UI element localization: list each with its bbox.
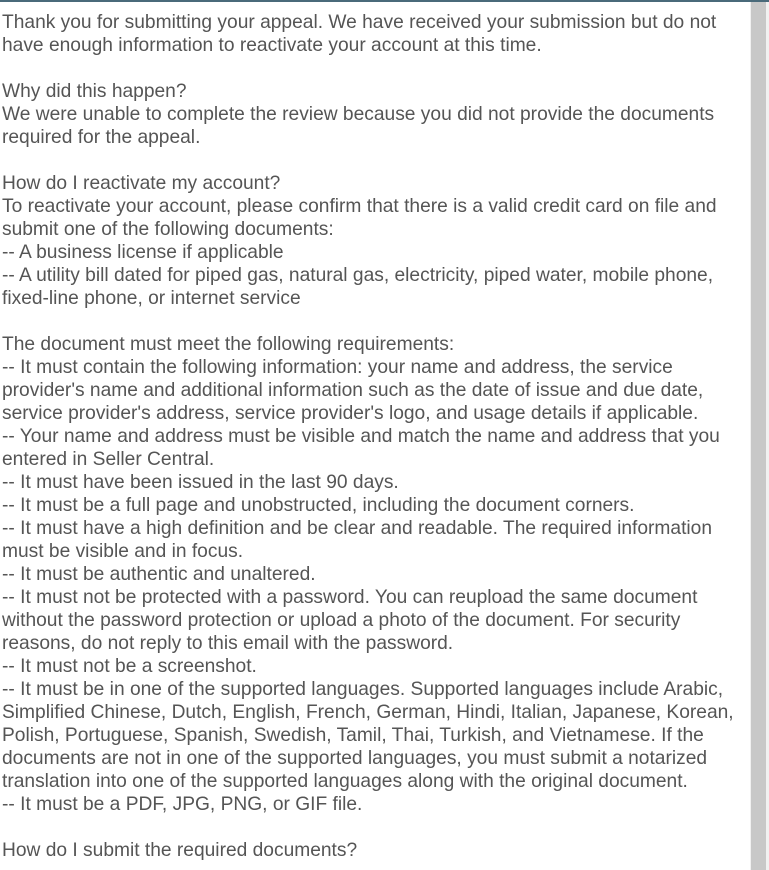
vertical-scrollbar[interactable] [750, 2, 769, 870]
email-body-text: Thank you for submitting your appeal. We have received your submission but do not have enough information to reactivate your account at this time. Why did this happen? We were unable to complete the review because you did not provide the documents required for the appeal. How do I reactivate my account? To reactivate your account, please confirm that there is a valid credit card on file and submit one of the following documents: -- A business license if applicable -- A utility bill dated for piped gas, natural gas, electricity, piped water, mobile phone, fixed-line phone, or internet service The document must meet the following requirements: -- It must contain the following information: your name and address, the service provider's name and additional information such as the date of issue and due date, service provider's address, service provider's logo, and usage details if applicable. -- Your name and address must be visible and match the name and address that you entered in Seller Central. -- It must have been issued in the last 90 days. -- It must be a full page and unobstructed, including the document corners. -- It must have a high definition and be clear and readable. The required information must be visible and in focus. -- It must be authentic and unaltered. -- It must not be protected with a password. You can reupload the same document without the password protection or upload a photo of the document. For security reasons, do not reply to this email with the password. -- It must not be a screenshot. -- It must be in one of the supported languages. Supported languages include Arabic, Simplified Chinese, Dutch, English, French, German, Hindi, Italian, Japanese, Korean, Polish, Portuguese, Spanish, Swedish, Tamil, Thai, Turkish, and Vietnamese. If the documents are not in one of the supported languages, you must submit a notarized translation into one of the supported languages along with the original document. -- It must be a PDF, JPG, PNG, or GIF file. How do I submit the required documents? [2, 12, 734, 861]
scrollbar-thumb[interactable] [751, 2, 766, 870]
email-viewport [0, 2, 750, 870]
